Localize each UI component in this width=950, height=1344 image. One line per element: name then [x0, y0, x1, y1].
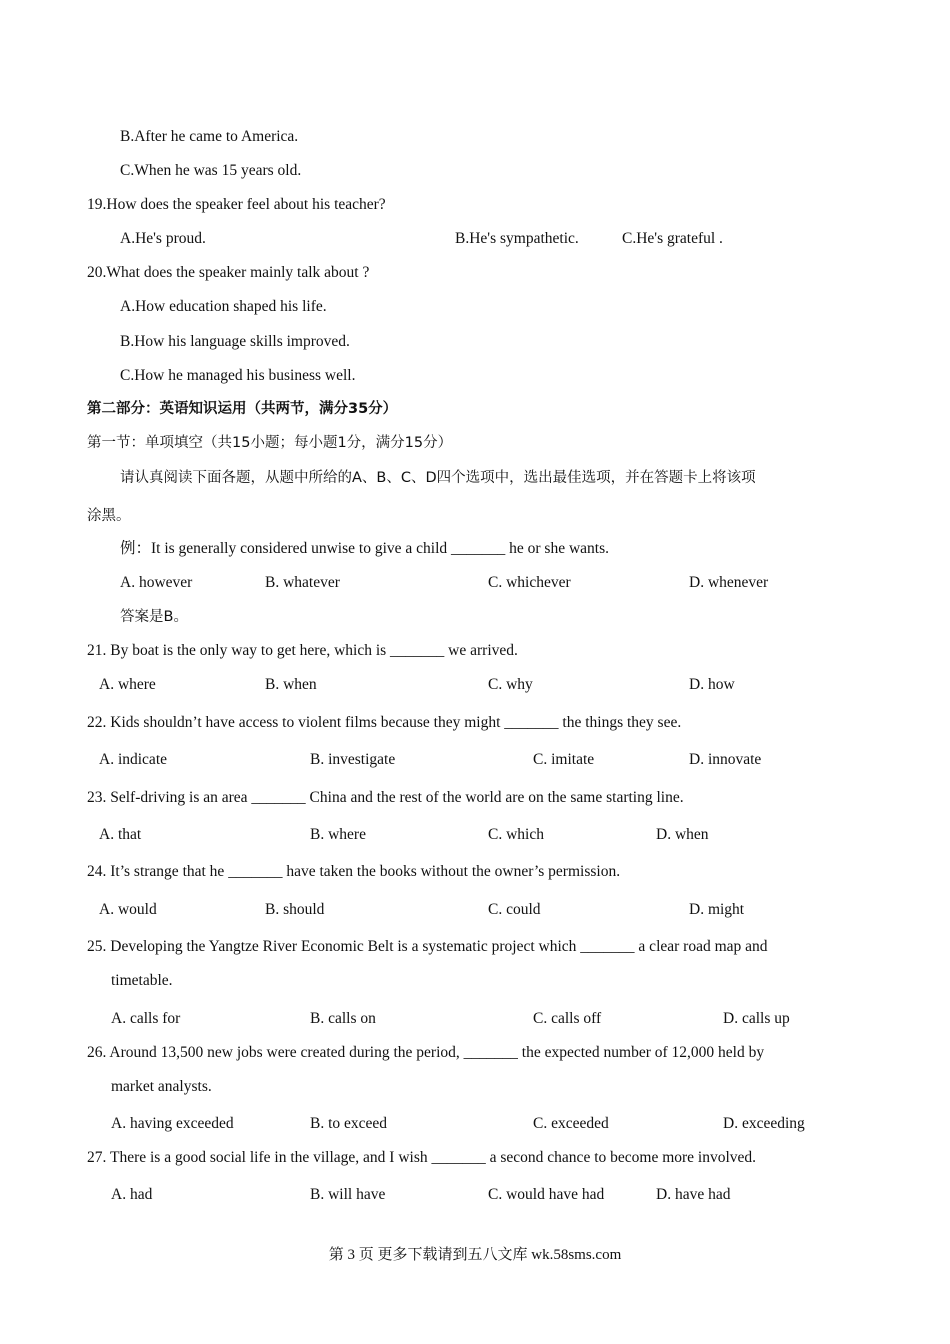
q23-option-d: D. when — [656, 826, 709, 843]
q24-option-a: A. would — [99, 901, 157, 918]
q21-option-c: C. why — [488, 676, 533, 693]
q21-stem: 21. By boat is the only way to get here, which is _______ we arrived. — [87, 642, 518, 659]
q23-option-b: B. where — [310, 826, 366, 843]
q20-option-b: B.How his language skills improved. — [120, 333, 350, 350]
q25-option-a: A. calls for — [111, 1010, 181, 1027]
q24-stem: 24. It’s strange that he _______ have taken the books without the owner’s permission. — [87, 863, 621, 880]
q26-stem: 26. Around 13,500 new jobs were created during the period, _______ the expected number of 12,000 held by — [87, 1044, 765, 1061]
q23-option-a: A. that — [99, 826, 142, 843]
q26-option-d: D. exceeding — [723, 1115, 805, 1132]
q25-option-b: B. calls on — [310, 1010, 376, 1027]
q18-option-c: C.When he was 15 years old. — [120, 162, 302, 179]
q19-option-a: A.He's proud. — [120, 230, 206, 247]
q25-stem-continued: timetable. — [111, 972, 173, 989]
q24-option-b: B. should — [265, 901, 325, 918]
q27-option-d: D. have had — [656, 1186, 731, 1203]
q22-option-d: D. innovate — [689, 751, 762, 768]
q23-option-c: C. which — [488, 826, 544, 843]
q21-option-b: B. when — [265, 676, 317, 693]
example-option-b: B. whatever — [265, 574, 340, 591]
q22-option-c: C. imitate — [533, 751, 595, 768]
q27-option-c: C. would have had — [488, 1186, 605, 1203]
q27-option-a: A. had — [111, 1186, 153, 1203]
q22-stem: 22. Kids shouldn’t have access to violent films because they might _______ the things they see. — [87, 714, 682, 731]
example-stem: 例：It is generally considered unwise to give a child _______ he or she wants. — [120, 540, 609, 557]
q24-option-c: C. could — [488, 901, 541, 918]
q20-stem: 20.What does the speaker mainly talk about ? — [87, 264, 370, 281]
example-option-c: C. whichever — [488, 574, 571, 591]
q21-option-a: A. where — [99, 676, 156, 693]
q18-option-b: B.After he came to America. — [120, 128, 299, 145]
q21-option-d: D. how — [689, 676, 735, 693]
q19-option-c: C.He's grateful . — [622, 230, 723, 247]
instruction-line-1: 请认真阅读下面各题，从题中所给的A、B、C、D四个选项中，选出最佳选项，并在答题卡上将该项 — [120, 470, 756, 486]
example-answer: 答案是B。 — [120, 609, 188, 625]
q20-option-c: C.How he managed his business well. — [120, 367, 356, 384]
part2-title: 第二部分：英语知识运用（共两节，满分35分） — [87, 401, 398, 417]
q26-option-a: A. having exceeded — [111, 1115, 234, 1132]
q23-stem: 23. Self-driving is an area _______ China and the rest of the world are on the same starting line. — [87, 789, 684, 806]
q20-option-a: A.How education shaped his life. — [120, 298, 327, 315]
instruction-line-2: 涂黑。 — [87, 508, 131, 524]
example-option-d: D. whenever — [689, 574, 769, 591]
example-option-a: A. however — [120, 574, 193, 591]
section1-title: 第一节：单项填空（共15小题；每小题1分，满分15分） — [87, 435, 453, 451]
q22-option-b: B. investigate — [310, 751, 396, 768]
q19-stem: 19.How does the speaker feel about his teacher? — [87, 196, 386, 213]
q24-option-d: D. might — [689, 901, 745, 918]
q27-option-b: B. will have — [310, 1186, 386, 1203]
q26-option-c: C. exceeded — [533, 1115, 609, 1132]
page-footer: 第 3 页 更多下载请到五八文库 wk.58sms.com — [328, 1247, 622, 1263]
q19-option-b: B.He's sympathetic. — [455, 230, 579, 247]
q25-stem: 25. Developing the Yangtze River Economic Belt is a systematic project which _______ a clear road map and — [87, 938, 768, 955]
q25-option-c: C. calls off — [533, 1010, 602, 1027]
q26-stem-continued: market analysts. — [111, 1078, 212, 1095]
q27-stem: 27. There is a good social life in the village, and I wish _______ a second chance to become more involved. — [87, 1149, 757, 1166]
q22-option-a: A. indicate — [99, 751, 168, 768]
q25-option-d: D. calls up — [723, 1010, 790, 1027]
q26-option-b: B. to exceed — [310, 1115, 388, 1132]
